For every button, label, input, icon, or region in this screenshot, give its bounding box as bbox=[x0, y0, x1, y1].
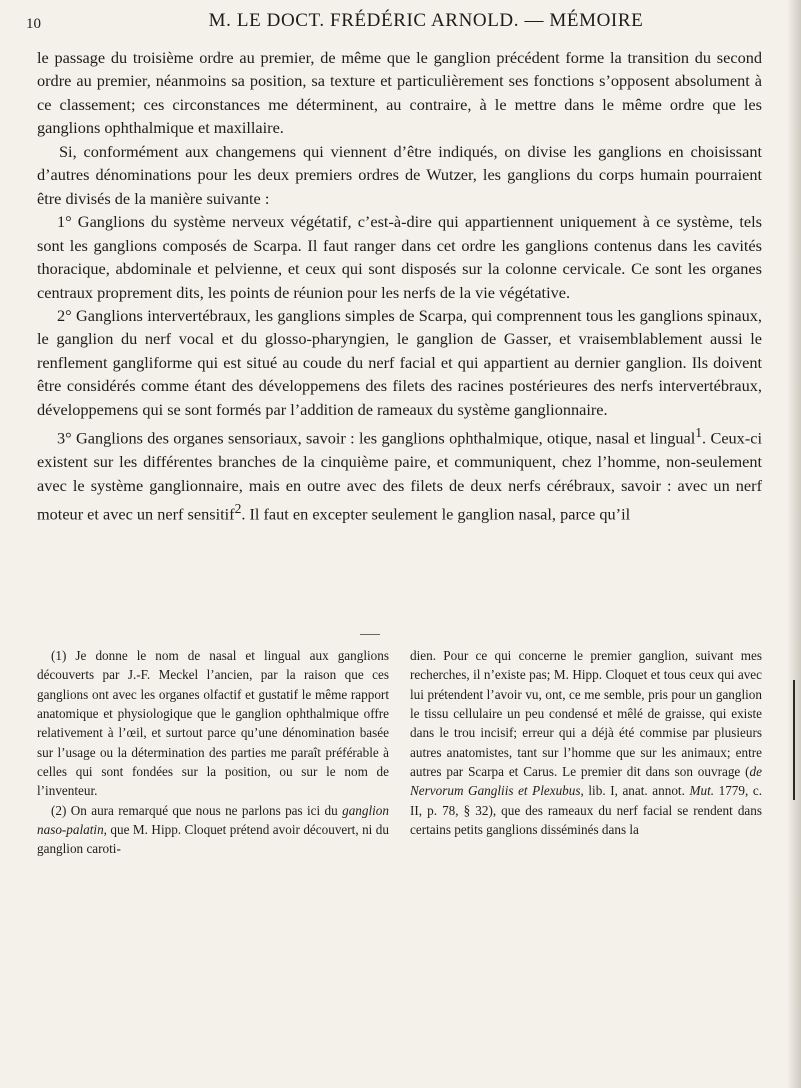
footnote-text: (2) On aura remarqué que nous ne parlons pas ici du bbox=[51, 802, 343, 818]
footnote-italic: ganglion naso-palatin bbox=[37, 802, 389, 838]
footnote-text: , que M. Hipp. Cloquet prétend avoir découvert, ni du ganglion caroti- bbox=[37, 822, 389, 857]
footnotes-column-right bbox=[410, 646, 762, 859]
footnote-italic: Mut. bbox=[689, 783, 715, 799]
running-title: M. LE DOCT. FRÉDÉRIC ARNOLD. — MÉMOIRE bbox=[208, 10, 644, 31]
footnote-divider bbox=[360, 634, 380, 635]
paragraph: 1° Ganglions du système nerveux végétatif, c’est-à-dire qui appartiennent uniquement à ce système, tels sont les ganglions composés de Scarpa. Il faut ranger dans cet ordre les ganglions contenus dans les cavités thoracique, abdominale et pelvienne, et ceux qui sont disposés sur la colonne cervicale. Ce sont les organes centraux proprement dits, les points de réunion pour les nerfs de la vie végétative. bbox=[37, 212, 762, 302]
footnote-1: (1) Je donne le nom de nasal et lingual aux ganglions découverts par J.-F. Meckel l’ancien, par la raison que ces ganglions ont avec les organes olfactif et gustatif le même rapport anatomique et physiologique que le ganglion ophthalmique offre relativement à l’œil, et surtout parce qu’une dénomination basée sur l’usage ou la détermination des parties me paraît préférable à celles qui sont fondées sur la position, ou sur le nom de l’inventeur. bbox=[37, 648, 389, 799]
page-edge-shadow bbox=[787, 0, 801, 1088]
footnotes-column-left bbox=[37, 646, 389, 859]
page-header bbox=[26, 10, 770, 36]
paragraph-text: . Il faut en excepter seulement le ganglion nasal, parce qu’il bbox=[241, 504, 631, 524]
footnotes bbox=[37, 646, 762, 859]
page-edge-mark bbox=[793, 680, 795, 800]
footnote-text: , lib. I, anat. annot. bbox=[580, 783, 690, 799]
paragraph-text: . Ceux-ci existent sur les différentes branches de la cinquième paire, et communiquent, chez l’homme, non-seulement avec le système ganglionnaire, mais en outre avec des filets de deux nerfs cérébraux, savoir : avec un nerf moteur et avec un nerf sensitif bbox=[37, 428, 762, 524]
footnote-ref: 1 bbox=[695, 425, 703, 441]
main-text bbox=[37, 46, 762, 526]
paragraph-text: 3° Ganglions des organes sensoriaux, savoir : les ganglions ophthalmique, otique, nasal et lingual bbox=[57, 428, 696, 448]
footnote-text: dien. Pour ce qui concerne le premier ganglion, suivant mes recherches, il n’existe pas; M. Hipp. Cloquet et tous ceux qui avec lui prétendent l’avoir vu, ont, ce me semble, pris pour un ganglion le tissu cellulaire un peu condensé et mêlé de graisse, qui existe dans le trou incisif; erreur qui a déjà été commise par plusieurs autres anatomistes, tant sur l’homme que sur les animaux; entre autres par Scarpa et Carus. Le premier dit dans son ouvrage ( bbox=[410, 648, 762, 780]
footnote-italic: de Nervorum Gangliis et Plexubus bbox=[410, 764, 762, 799]
footnote-ref: 2 bbox=[234, 501, 242, 517]
paragraph: 2° Ganglions intervertébraux, les ganglions simples de Scarpa, qui comprennent tous les ganglions spinaux, le ganglion du nerf vocal et du glosso-pharyngien, le ganglion de Gasser, et vraisemblablement aussi le renflement gangliforme qui est situé au coude du nerf facial et qui appartient au dernier ganglion. Ils doivent être considérés comme étant des développemens des filets des racines postérieures des nerfs intervertébraux, développemens qui se sont formés par l’addition de rameaux du système ganglionnaire. bbox=[37, 305, 762, 419]
footnote-2 bbox=[37, 801, 389, 859]
paragraph: le passage du troisième ordre au premier, de même que le ganglion précédent forme la transition du second ordre au premier, néanmoins sa position, sa texture et particulièrement ses fonctions s’opposent absolument à ce classement; ces circonstances me déterminent, au contraire, à le mettre dans le même ordre que les ganglions ophthalmique et maxillaire. bbox=[37, 48, 762, 138]
footnote-text: 1779, c. II, p. 78, § 32), que des rameaux du nerf facial se rendent dans certains petits ganglions disséminés dans la bbox=[410, 783, 763, 838]
footnote-2-continued bbox=[410, 646, 762, 839]
paragraph bbox=[37, 421, 762, 526]
page-number: 10 bbox=[26, 16, 41, 32]
paragraph: Si, conformément aux changemens qui viennent d’être indiqués, on divise les ganglions en choisissant d’autres dénominations pour les deux premiers ordres de Wutzer, les ganglions du corps humain pourraient être divisés de la manière suivante : bbox=[37, 141, 762, 208]
